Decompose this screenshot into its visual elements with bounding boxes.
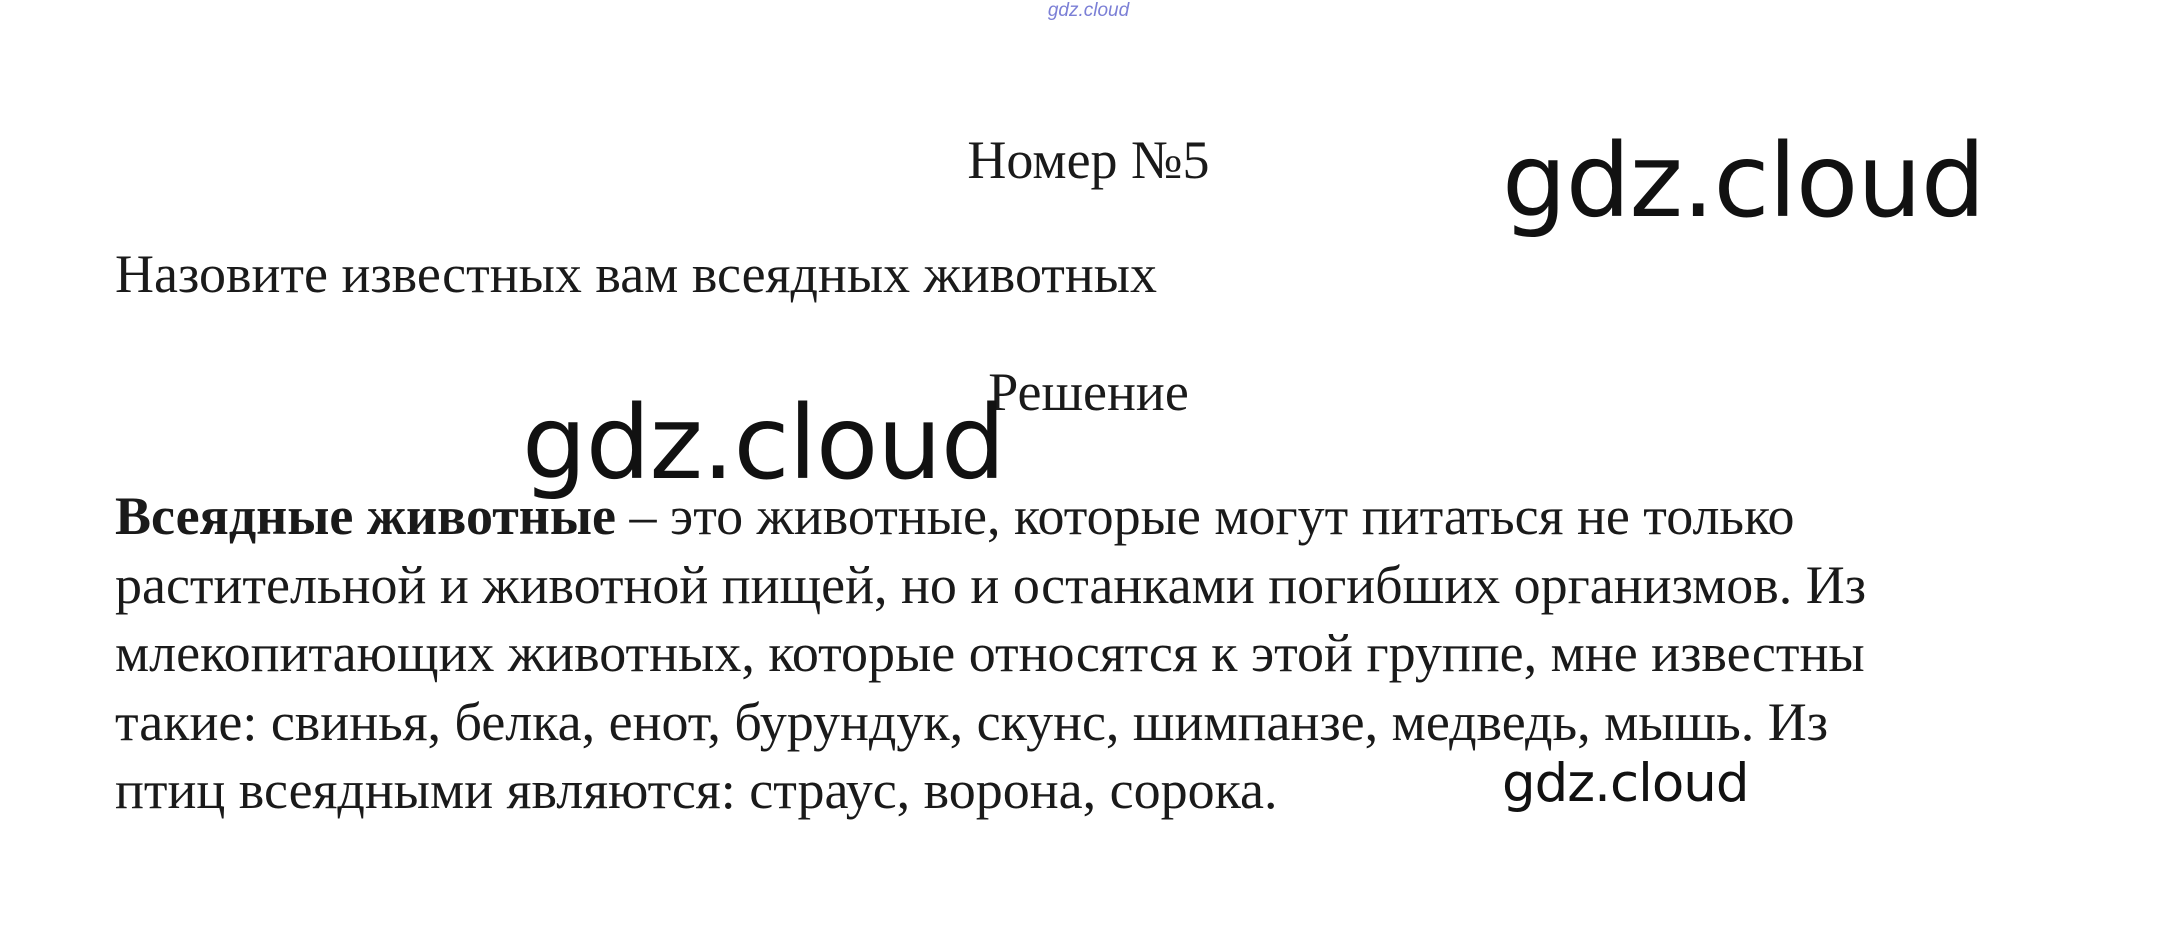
answer-line-2: растительной и животной пищей, но и останками погибших организмов. Из [115,554,1867,615]
answer-line-1-rest: – это животные, которые могут питаться не только [616,486,1795,546]
answer-line-5: птиц всеядными являются: страус, ворона, сорока. [115,760,1278,820]
solution-heading: Решение [988,362,1189,422]
watermark-large-right: gdz.cloud [1502,122,1985,241]
answer-line-1 [115,482,2125,551]
watermark-large-left: gdz.cloud [522,384,1005,503]
answer-line-3: млекопитающих животных, которые относятся к этой группе, мне известны [115,623,1865,683]
task-question: Назовите известных вам всеядных животных [115,244,1158,304]
answer-line-4: такие: свинья, белка, енот, бурундук, скунс, шимпанзе, медведь, мышь. Из [115,691,1829,752]
answer-term: Всеядные животные [115,486,617,546]
watermark-small-bottom: gdz.cloud [1502,753,1749,814]
top-watermark: gdz.cloud [1047,0,1130,21]
answer-text [115,482,2125,825]
task-number-heading: Номер №5 [967,130,1210,190]
